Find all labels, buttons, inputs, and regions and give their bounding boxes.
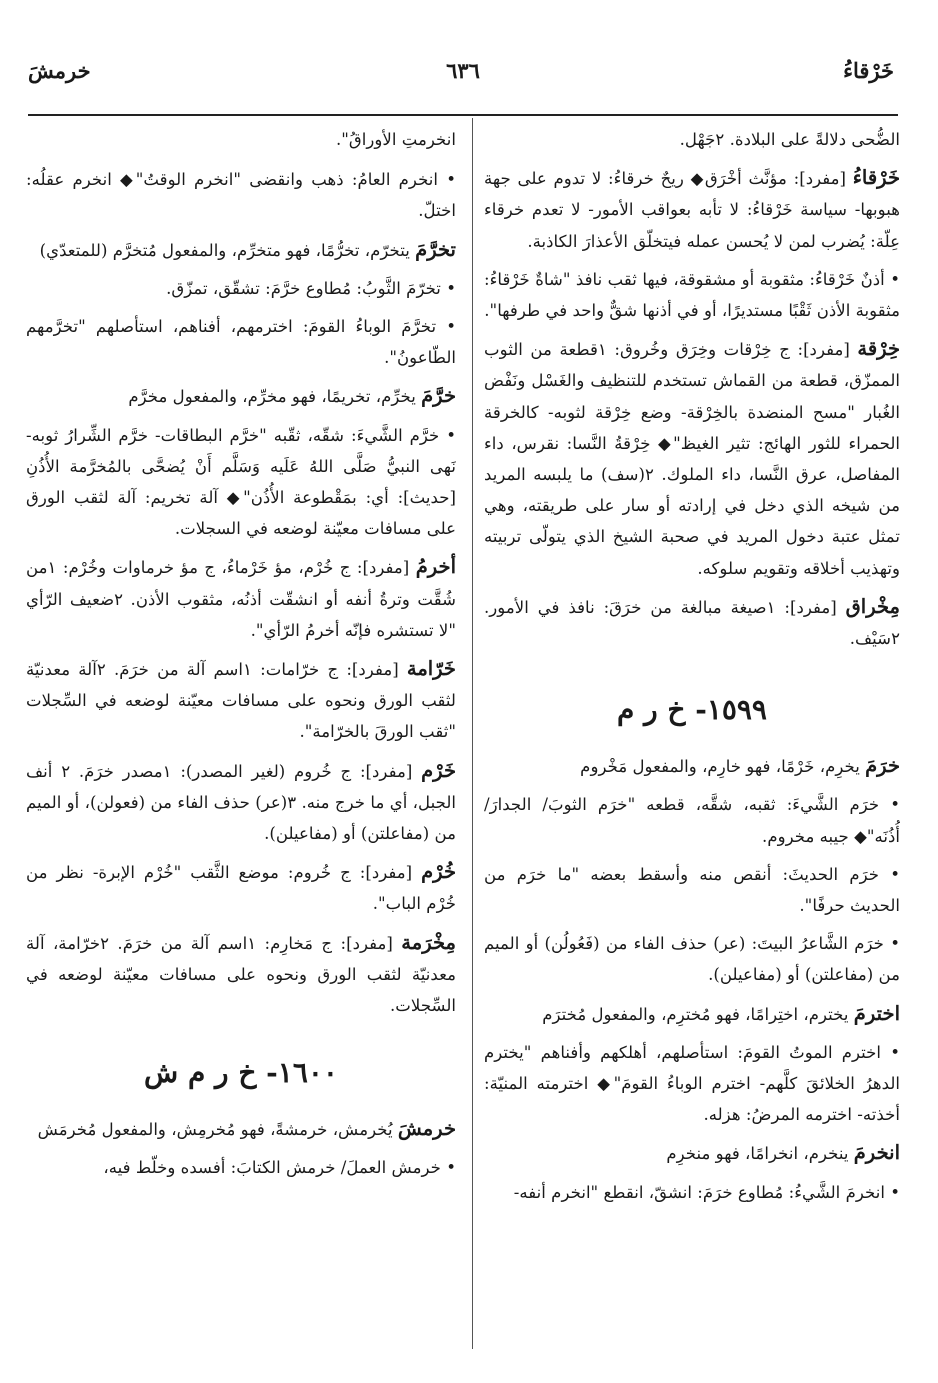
root-section-heading: ١٦٠٠- خ ر م ش	[144, 1056, 338, 1090]
dictionary-entry	[26, 551, 456, 646]
entry-text: • انخرم العامُ: ذهب وانقضى "انخرم الوقتُ"◆ انخرم عقلُه: اختلّ.	[26, 170, 456, 221]
entry-text: • خرمش العملَ/ خرمش الكتابَ: أفسده وخلّط فيه،	[103, 1158, 456, 1178]
entry-text: [مفرد]: ج خرّامات: ١اسم آلة من خرَمَ. ٢آلة معدنيّة لثقب الورق ونحوه على مسافات معيّنة لوضعه في السِّجلات "ثقب الورقَ بالخرّامة".	[26, 660, 456, 742]
dictionary-entry	[26, 1113, 456, 1145]
entry-text: [مفرد]: ١صيغة مبالغة من خرَقَ: نافذ في الأمور. ٢سَيْف.	[484, 597, 900, 649]
entry-text: • انخرمَ الشَّيءُ: مُطاوع خرَمَ: انشقّ، انقطع "انخرم أنفه-	[513, 1182, 900, 1202]
entry-text: [مفرد]: مؤنَّث أخْرَق◆ ريحٌ خرقاءُ: لا تدوم على جهة هبوبها- سياسة خَرْقاءُ: لا تأبه بعواقب الأمور- لا تعدم خرقاء عِلّة: يُضرب لمن لا يُحسن عمله فيتخلّق الأعذارَ الكاذبة.	[484, 169, 900, 251]
dictionary-entry	[484, 333, 900, 584]
entry-text: • خرَم الحديثَ: أنقص منه وأسقط بعضه "ما خرَم من الحديث حرفًا".	[484, 864, 900, 916]
entry-paragraph	[26, 1152, 456, 1183]
entry-text: • خرَم الشَّاعرُ البيتَ: (عر) حذف الفاء من (فَعُولُن) أو الميم من (مفاعلتن) أو (مفاعيلن).	[484, 934, 900, 985]
entry-paragraph	[484, 859, 900, 921]
header-guide-word-left: خرمشَ	[28, 58, 91, 83]
entry-text: [مفرد]: ج خُروم: موضع الثَّقب "خُرْم الإبرة- نظر من خُرْم الباب".	[26, 863, 456, 914]
entry-headword: أخرمُ	[415, 555, 456, 579]
dictionary-entry	[484, 750, 900, 782]
entry-paragraph	[26, 164, 456, 226]
header-guide-word-right: خَرْقاءُ	[843, 58, 894, 83]
page-number: ٦٣٦	[446, 58, 480, 83]
dictionary-entry	[26, 755, 456, 850]
entry-headword: خرَّمَ	[421, 384, 456, 408]
entry-text: يخترم، اختِرامًا، فهو مُخترِم، والمفعول مُخترَم	[542, 1004, 854, 1024]
entry-text: ينخرم، انخرامًا، فهو منخرِم	[666, 1144, 854, 1164]
entry-headword: خِرْقة	[857, 337, 900, 361]
entry-text: [مفرد]: ج مَخارِم: ١اسم آلة من خرَمَ. ٢خرّامة، آلة معدنيّة لثقب الورق ونحوه على مسافات معيّنة لوضعه في السِّجلات.	[26, 933, 456, 1016]
entry-headword: خَرْم	[421, 758, 456, 782]
column-divider	[472, 118, 473, 1349]
entry-text: انخرمتِ الأوراقُ".	[335, 130, 456, 149]
entry-text: • أذنٌ خَرْقاءُ: مثقوبة أو مشقوقة، فيها ثقب نافذ "شاةٌ خَرْقاءُ: مثقوبة الأذن ثَقْبًا مستديرًا، أو في أذنها شقٌّ واحد في طرفها".	[484, 269, 900, 321]
entry-text: يتخرّم، تخرُّمًا، فهو متخرِّم، والمفعول مُتخرَّم (للمتعدّي)	[39, 240, 416, 260]
entry-paragraph	[26, 420, 456, 545]
entry-headword: خرمشَ	[397, 1117, 456, 1141]
entry-text: [مفرد]: ج خُرْم، مؤ خَرْماءُ، ج مؤ خرماوات وخُرْم: ١من شُقَّت وترةُ أنفه أو انشقّت أذنُه، مثقوب الأذن. ٢ضعيف الرّأي "لا تستشره فإنّه أخرمُ الرّأي".	[26, 558, 456, 640]
dictionary-entry	[26, 927, 456, 1022]
entry-paragraph	[26, 124, 456, 155]
entry-headword: خُرْم	[421, 860, 456, 884]
entry-paragraph	[484, 789, 900, 851]
entry-paragraph	[26, 273, 456, 304]
entry-text: • خرَم الشَّيءَ: ثقبه، شقَّه، قطعه "خرَم الثوبَ/ الجدارَ/ أُذُنَه"◆ جيبه مخروم.	[484, 795, 900, 846]
entry-paragraph	[484, 124, 900, 155]
entry-paragraph	[26, 311, 456, 373]
entry-text: يُخرمش، خرمشةً، فهو مُخرمِش، والمفعول مُخرمَش	[37, 1120, 398, 1140]
entry-text: • تخرَّمَ الوباءُ القومَ: اخترمهم، أفناهم، استأصلهم "تخرَّمهم الطّاعونُ".	[26, 317, 456, 368]
dictionary-entry	[26, 653, 456, 748]
entry-text: • اخترم الموتُ القومَ: استأصلهم، أهلكهم وأفناهم "يخترم الدهرُ الخلائقَ كلَّهم- اخترم الوباءُ القومَ"◆ اخترمته المنيّة: أخذته- اخترمه المرضُ: هزله.	[484, 1042, 900, 1125]
entry-text: • تخرّمَ الثَّوبُ: مُطاوع خرَّمَ: تشقّق، تمزّق.	[166, 278, 456, 298]
entry-paragraph	[484, 928, 900, 990]
page-header	[28, 50, 898, 106]
dictionary-entry	[484, 998, 900, 1030]
entry-headword: مِخْراق	[845, 594, 900, 618]
entry-text: [مفرد]: ج خُروم (لغير المصدر): ١مصدر خرَمَ. ٢ أنف الجبل، أي ما خرج منه. ٣(عر) حذف الفاء من (فعولن)، أو الميم من (مفاعلتن) أو (مفاعيلن).	[26, 761, 456, 844]
entry-headword: خرَمَ	[865, 754, 900, 778]
entry-headword: خَرْقاءُ	[852, 166, 900, 190]
entry-headword: انخرمَ	[853, 1141, 900, 1165]
entry-text: يخرِم، خَرْمًا، فهو خارِم، والمفعول مَخْروم	[580, 757, 866, 777]
root-section-heading: ١٥٩٩- خ ر م	[617, 693, 767, 727]
entry-text: • خرَّم الشَّيءَ: شقّه، ثقّبه "خرَّم البطاقات- خرَّم الشِّرارُ ثوبه- نَهى النبيُّ صَلَّى اللهُ عَلَيه وَسَلَّم أَنْ يُضحَّى بالمُخرَّمة الأُذُنِ [حديث]: أي: بمَقْطوعة الأُذُن"◆ آلة تخريم: آلة لثقب الورق على مسافات معيّنة لوضعه في السجلات.	[26, 425, 456, 539]
entry-headword: مِخْرَمة	[401, 930, 456, 954]
entry-headword: خَرّامة	[406, 657, 456, 681]
dictionary-entry	[484, 162, 900, 257]
dictionary-entry	[26, 856, 456, 919]
entry-headword: تخرَّمَ	[415, 237, 456, 261]
entry-paragraph	[484, 1177, 900, 1208]
dictionary-entry	[26, 234, 456, 266]
dictionary-entry	[484, 1137, 900, 1169]
header-rule	[28, 114, 898, 116]
right-column	[484, 124, 900, 1350]
dictionary-entry	[26, 380, 456, 412]
entry-text: يخرِّم، تخريمًا، فهو مخرِّم، والمفعول مخرَّم	[128, 387, 422, 407]
entry-paragraph	[484, 1037, 900, 1131]
entry-headword: اخترمَ	[853, 1001, 900, 1025]
left-column	[26, 124, 456, 1350]
entry-text: الضُّحى دلالةً على البلادة. ٢جَهْل.	[679, 130, 900, 149]
entry-text: [مفرد]: ج خِرْقات وخِرَق وخُروق: ١قطعة من الثوب الممزّق، قطعة من القماش تستخدم للتنظيف والغَسْل ونَفْض الغُبار "مسح المنضدة بالخِرْقة- وضع خِرْقة لثوبه- كالخرقة الحمراء للثور الهائج: تثير الغيظ"◆ خِرْقةُ النَّسا: نقرس، داء المفاصل، عرق النَّسا، داء الملوك. ٢(سف) ما يلبسه المريد من شيخه الذي دخل في إرادته أو سار على طريقته، وهي تمثل عتبة دخول المريد في صحبة الشيخ الذي يتولّى تربيته وتهذيب أخلاقه وتقويم سلوكه.	[484, 340, 900, 578]
entry-paragraph	[484, 264, 900, 326]
dictionary-entry	[484, 591, 900, 654]
